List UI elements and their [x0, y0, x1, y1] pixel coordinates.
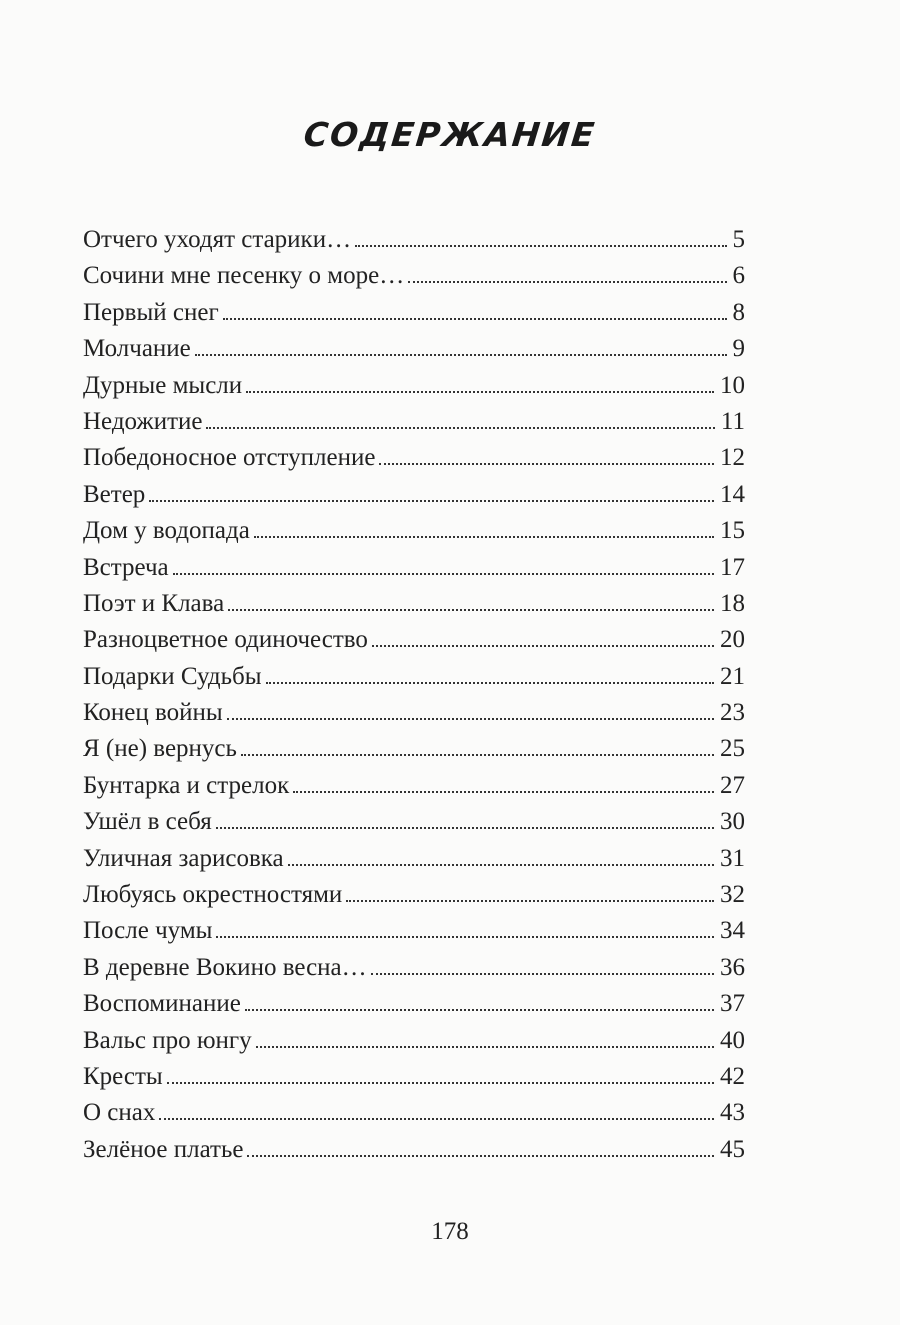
dot-leader — [245, 1009, 714, 1011]
toc-entry-page: 21 — [720, 662, 745, 690]
toc-entry — [83, 222, 745, 258]
dot-leader — [206, 427, 714, 429]
toc-entry-title: Бунтарка и стрелок — [83, 771, 290, 799]
toc-entry-title: Подарки Судьбы — [83, 662, 262, 690]
toc-entry-title: Победоносное отступление — [83, 444, 376, 472]
dot-leader — [228, 609, 714, 611]
dot-leader — [195, 354, 727, 356]
dot-leader — [247, 1155, 714, 1157]
toc-entry-title: Молчание — [83, 335, 191, 363]
toc-entry — [83, 404, 745, 440]
toc-entry-page: 42 — [720, 1062, 745, 1090]
toc-entry-title: Недожитие — [83, 407, 203, 435]
toc-entry — [83, 731, 745, 767]
toc-entry-page: 18 — [720, 589, 745, 617]
toc-entry-title: Я (не) вернусь — [83, 735, 237, 763]
toc-entry — [83, 513, 745, 549]
toc-entry — [83, 550, 745, 586]
toc-entry-page: 36 — [720, 953, 745, 981]
toc-entry-page: 37 — [720, 990, 745, 1018]
toc-entry-page: 12 — [720, 444, 745, 472]
toc-entry — [83, 950, 745, 986]
page-number: 178 — [431, 1218, 469, 1245]
toc-entry-page: 45 — [720, 1135, 745, 1163]
dot-leader — [223, 318, 727, 320]
dot-leader — [293, 791, 714, 793]
dot-leader — [246, 391, 714, 393]
dot-leader — [167, 1082, 714, 1084]
toc-entry — [83, 295, 745, 331]
toc-entry-page: 17 — [720, 553, 745, 581]
toc-entry — [83, 477, 745, 513]
toc-entry-page: 30 — [720, 808, 745, 836]
toc-entry — [83, 440, 745, 476]
table-of-contents — [83, 222, 745, 1168]
toc-entry — [83, 331, 745, 367]
toc-entry-title: После чумы — [83, 917, 213, 945]
toc-entry-page: 27 — [720, 771, 745, 799]
toc-entry-title: Первый снег — [83, 298, 219, 326]
toc-entry — [83, 877, 745, 913]
toc-entry-page: 43 — [720, 1099, 745, 1127]
toc-entry — [83, 841, 745, 877]
toc-entry — [83, 1023, 745, 1059]
toc-entry-page: 40 — [720, 1026, 745, 1054]
dot-leader — [346, 900, 714, 902]
toc-entry-page: 32 — [720, 881, 745, 909]
toc-entry — [83, 768, 745, 804]
toc-entry-page: 11 — [720, 407, 745, 435]
dot-leader — [159, 1118, 714, 1120]
toc-entry-page: 10 — [720, 371, 745, 399]
toc-entry-page: 14 — [720, 480, 745, 508]
toc-entry-title: Конец войны — [83, 699, 223, 727]
toc-entry-title: Любуясь окрестностями — [83, 881, 343, 909]
toc-entry — [83, 586, 745, 622]
toc-entry-page: 8 — [732, 298, 745, 326]
toc-entry — [83, 1095, 745, 1131]
dot-leader — [173, 573, 714, 575]
toc-entry-page: 25 — [720, 735, 745, 763]
toc-entry-page: 23 — [720, 699, 745, 727]
dot-leader — [379, 463, 714, 465]
toc-entry-title: Поэт и Клава — [83, 589, 225, 617]
page-title: СОДЕРЖАНИЕ — [301, 115, 599, 154]
dot-leader — [371, 973, 714, 975]
toc-entry-title: Сочини мне песенку о море… — [83, 262, 405, 290]
toc-entry — [83, 1132, 745, 1168]
toc-entry-title: Зелёное платье — [83, 1135, 244, 1163]
toc-entry-title: Уличная зарисовка — [83, 844, 284, 872]
toc-entry — [83, 659, 745, 695]
toc-entry — [83, 695, 745, 731]
toc-entry-title: Ушёл в себя — [83, 808, 212, 836]
toc-entry-title: Дурные мысли — [83, 371, 243, 399]
dot-leader — [227, 718, 714, 720]
dot-leader — [149, 500, 714, 502]
toc-entry-page: 15 — [720, 517, 745, 545]
dot-leader — [266, 682, 714, 684]
toc-entry — [83, 258, 745, 294]
toc-entry — [83, 986, 745, 1022]
toc-entry-title: О снах — [83, 1099, 156, 1127]
toc-entry-page: 6 — [732, 262, 745, 290]
toc-entry — [83, 622, 745, 658]
dot-leader — [288, 864, 714, 866]
toc-entry-title: Встреча — [83, 553, 169, 581]
toc-entry — [83, 913, 745, 949]
toc-entry-title: Кресты — [83, 1062, 163, 1090]
toc-entry — [83, 804, 745, 840]
toc-entry-title: Ветер — [83, 480, 146, 508]
dot-leader — [241, 754, 714, 756]
dot-leader — [216, 827, 714, 829]
toc-entry-title: Воспоминание — [83, 990, 241, 1018]
toc-entry-title: Дом у водопада — [83, 517, 250, 545]
dot-leader — [254, 536, 714, 538]
toc-entry-page: 9 — [732, 335, 745, 363]
toc-entry — [83, 368, 745, 404]
toc-entry-page: 34 — [720, 917, 745, 945]
toc-entry — [83, 1059, 745, 1095]
dot-leader — [408, 281, 726, 283]
toc-entry-title: Отчего уходят старики… — [83, 226, 352, 253]
dot-leader — [256, 1046, 714, 1048]
dot-leader — [355, 245, 726, 247]
dot-leader — [372, 645, 714, 647]
toc-entry-page: 20 — [720, 626, 745, 654]
toc-entry-title: Вальс про юнгу — [83, 1026, 252, 1054]
toc-entry-title: В деревне Вокино весна… — [83, 953, 367, 981]
toc-entry-title: Разноцветное одиночество — [83, 626, 368, 654]
toc-entry-page: 31 — [720, 844, 745, 872]
toc-entry-page: 5 — [732, 226, 745, 253]
dot-leader — [216, 936, 714, 938]
